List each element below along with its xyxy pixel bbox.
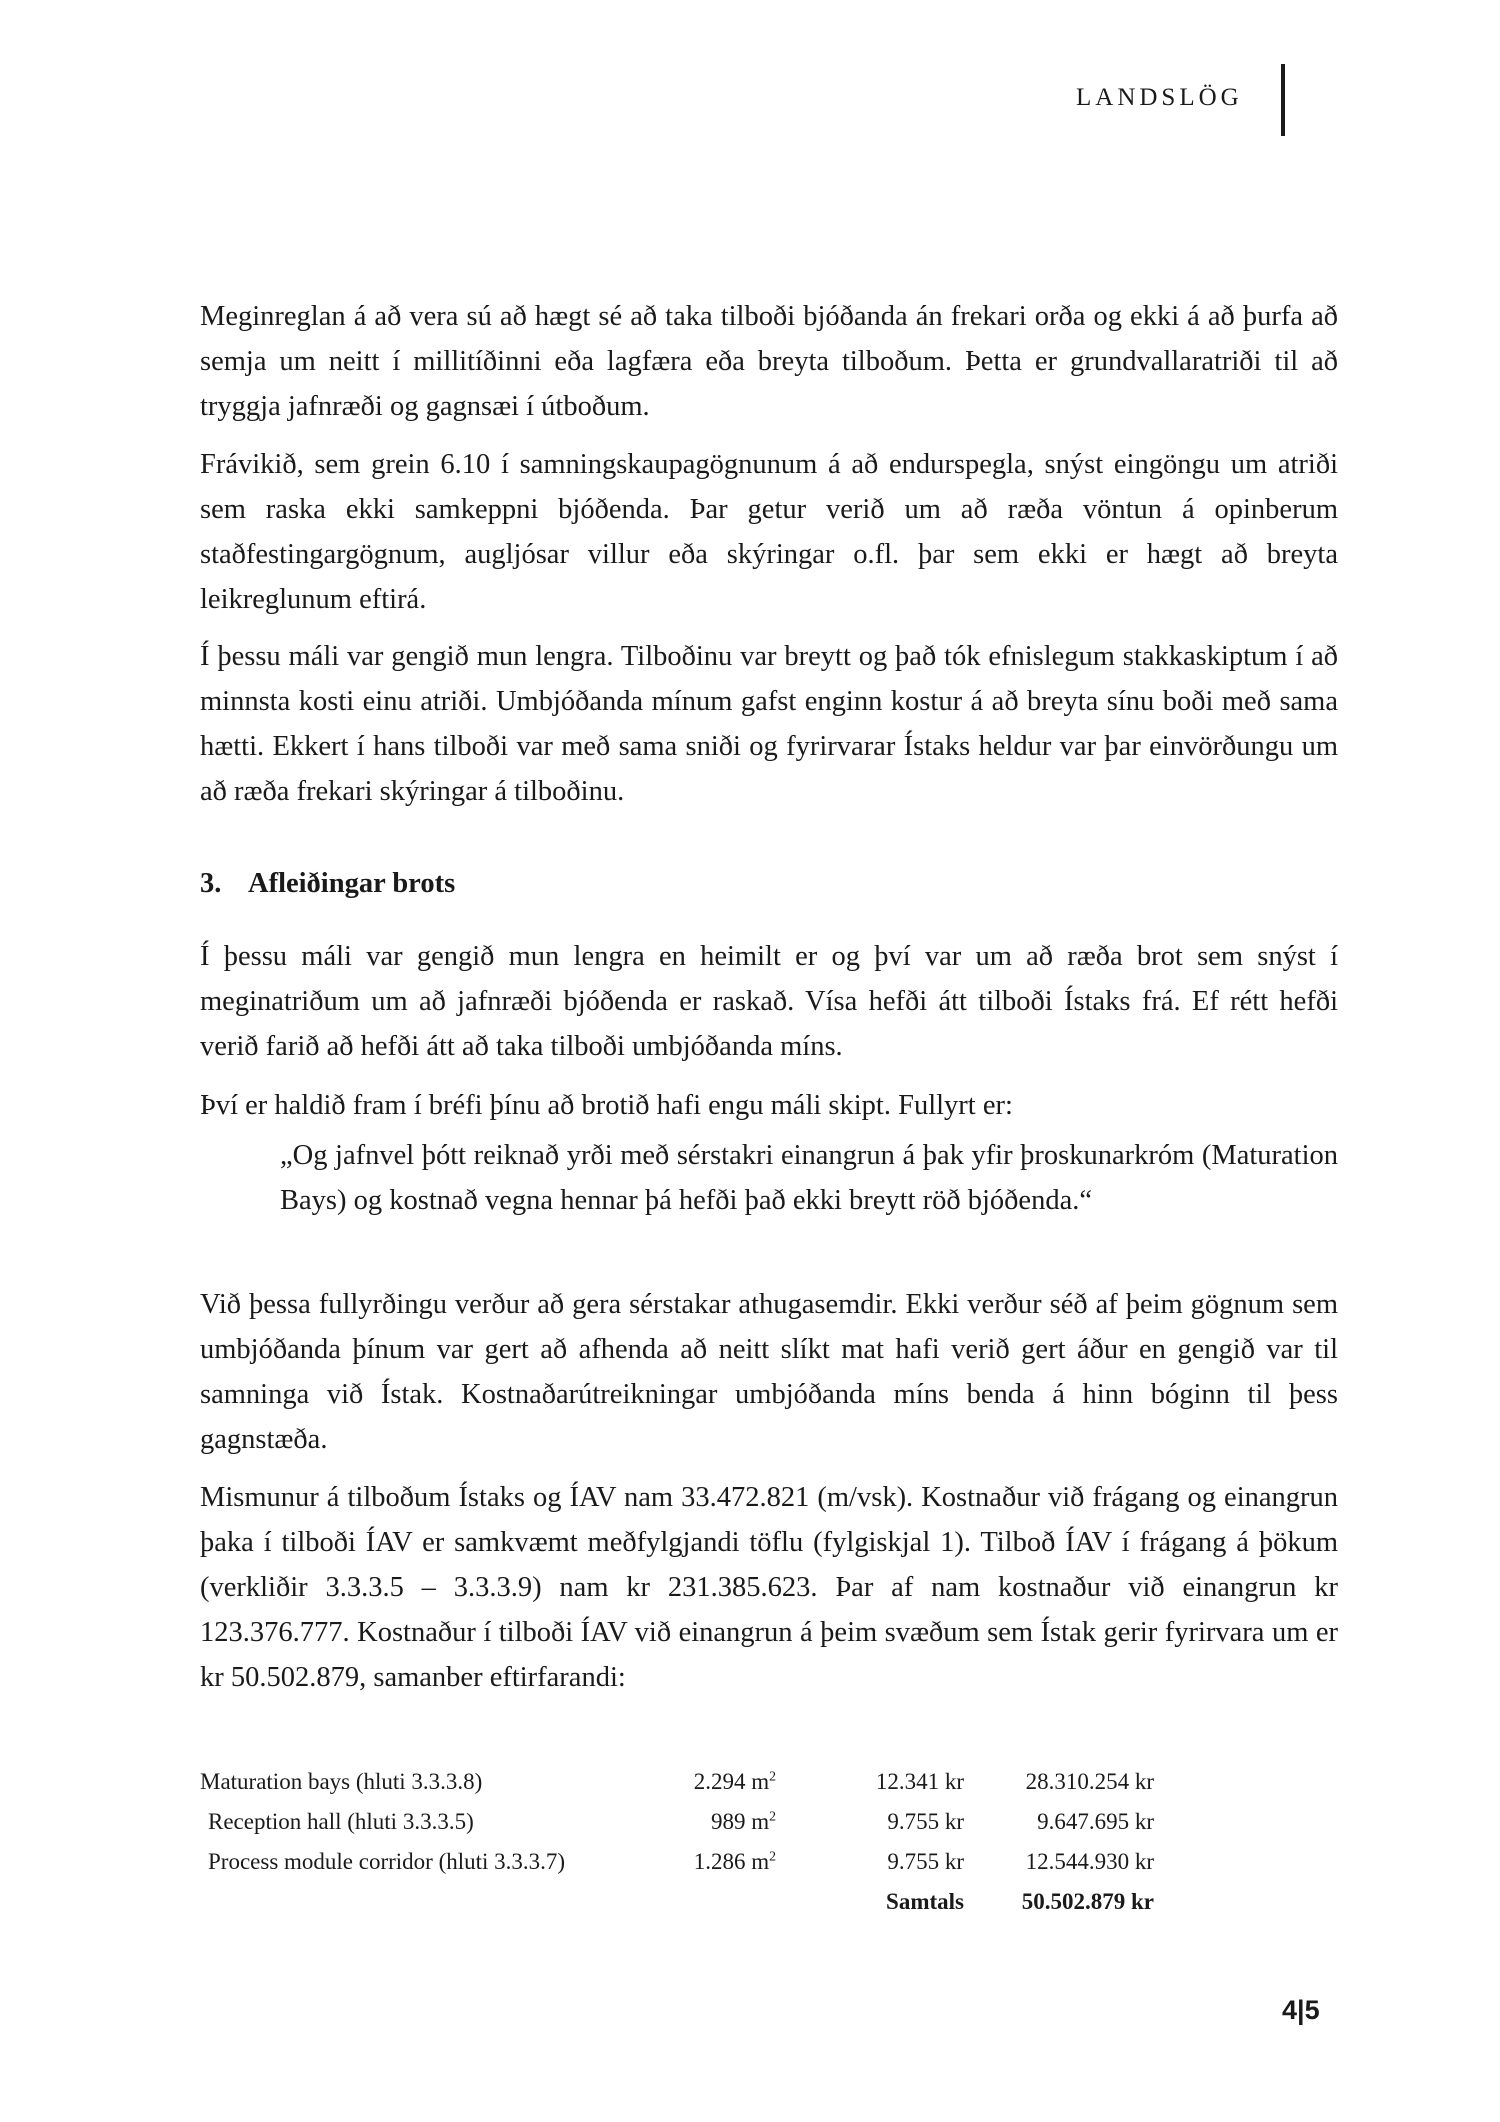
table-row — [200, 1842, 1154, 1882]
paragraph-3: Í þessu máli var gengið mun lengra. Tilboðinu var breytt og það tók efnislegum stakkaskiptum í að minnsta kosti einu atriði. Umbjóðanda mínum gafst enginn kostur á að breyta sínu boði með sama hætti. Ekkert í hans tilboði var með sama sniði og fyrirvarar Ístaks heldur var þar einvörðungu um að ræða frekari skýringar á tilboðinu. — [200, 641, 1338, 807]
paragraph-2: Frávikið, sem grein 6.10 í samningskaupagögnunum á að endurspegla, snýst eingöngu um atriði sem raska ekki samkeppni bjóðenda. Þar getur verið um að ræða vöntun á opinberum staðfestingargögnum, augljósar villur eða skýringar o.fl. þar sem ekki er hægt að breyta leikreglunum eftirá. — [200, 449, 1338, 615]
row-area: 989 $m^2$ — [710, 1808, 776, 1834]
row-total: 9.647.695 kr — [1037, 1809, 1154, 1834]
row-label: Process module corridor (hluti 3.3.3.7) — [208, 1849, 566, 1874]
paragraph-4: Í þessu máli var gengið mun lengra en heimilt er og því var um að ræða brot sem snýst í meginatriðum um að jafnræði bjóðenda er raskað. Vísa hefði átt tilboði Ístaks frá. Ef rétt hefði verið farið að hefði átt að taka tilboði umbjóðanda míns. — [200, 941, 1338, 1062]
block-quote: „Og jafnvel þótt reiknað yrði með sérstakri einangrun á þak yfir þroskunarkróm (Maturation Bays) og kostnað vegna hennar þá hefði það ekki breytt röð bjóðenda.“ — [280, 1140, 1338, 1216]
section-number: 3. — [200, 868, 222, 899]
table-row — [200, 1802, 1154, 1842]
row-area: 1.286 $m^2$ — [693, 1848, 776, 1874]
table-row — [200, 1762, 1154, 1802]
row-unit-price: 9.755 kr — [887, 1809, 964, 1834]
paragraph-1: Meginreglan á að vera sú að hægt sé að taka tilboði bjóðanda án frekari orða og ekki á að þurfa að semja um neitt í millitíðinni eða lagfæra eða breyta tilboðum. Þetta er grundvallaratriði til að tryggja jafnræði og gagnsæi í útboðum. — [200, 301, 1338, 422]
row-unit-price: 12.341 kr — [875, 1769, 964, 1794]
header-divider — [1281, 64, 1285, 136]
row-unit-price: 9.755 kr — [887, 1849, 964, 1874]
row-area: 2.294 $m^2$ — [693, 1768, 776, 1794]
row-label: Reception hall (hluti 3.3.3.5) — [208, 1809, 474, 1834]
row-total: 12.544.930 kr — [1025, 1849, 1154, 1874]
row-label: Maturation bays (hluti 3.3.3.8) — [200, 1769, 483, 1794]
header-brand: LANDSLÖG — [1076, 84, 1243, 111]
row-total: 28.310.254 kr — [1025, 1769, 1154, 1794]
page-number: 4|5 — [1282, 1995, 1320, 2025]
section-heading — [200, 868, 455, 900]
sum-label: Samtals — [886, 1889, 964, 1914]
cost-table — [200, 1762, 1154, 1922]
paragraph-7: Mismunur á tilboðum Ístaks og ÍAV nam 33.472.821 (m/vsk). Kostnaður við frágang og einangrun þaka í tilboði ÍAV er samkvæmt meðfylgjandi töflu (fylgiskjal 1). Tilboð ÍAV í frágang á þökum (verkliðir 3.3.3.5 – 3.3.3.9) nam kr 231.385.623. Þar af nam kostnaður við einangrun kr 123.376.777. Kostnaður í tilboði ÍAV við einangrun á þeim svæðum sem Ístak gerir fyrirvara um er kr 50.502.879, samanber eftirfarandi: — [200, 1482, 1338, 1693]
paragraph-5: Því er haldið fram í bréfi þínu að brotið hafi engu máli skipt. Fullyrt er: — [200, 1090, 1013, 1121]
table-sum-row — [200, 1882, 1154, 1922]
section-title: Afleiðingar brots — [248, 868, 456, 899]
paragraph-6: Við þessa fullyrðingu verður að gera sérstakar athugasemdir. Ekki verður séð af þeim gögnum sem umbjóðanda þínum var gert að afhenda að neitt slíkt mat hafi verið gert áður en gengið var til samninga við Ístak. Kostnaðarútreikningar umbjóðanda míns benda á hinn bóginn til þess gagnstæða. — [200, 1289, 1338, 1455]
sum-value: 50.502.879 kr — [1021, 1889, 1154, 1914]
